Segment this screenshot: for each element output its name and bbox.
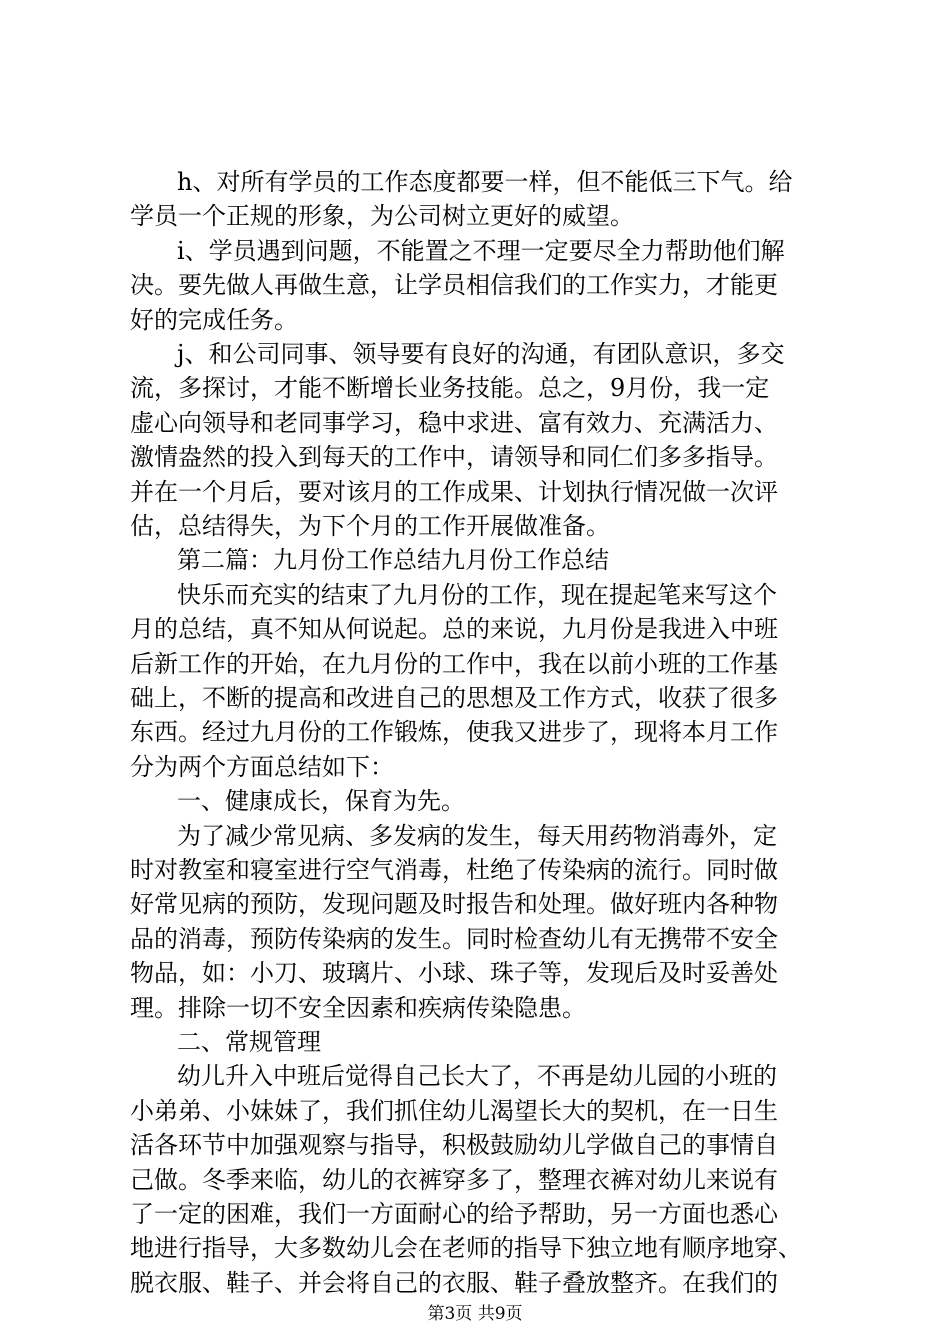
text-line: 了一定的困难，我们一方面耐心的给予帮助，另一方面也悉心 xyxy=(130,1200,778,1228)
text-line: 小弟弟、小妹妹了，我们抓住幼儿渴望长大的契机，在一日生 xyxy=(130,1096,778,1125)
subsection-heading: 一、健康成长，保育为先。 xyxy=(177,787,465,816)
text-line: 活各环节中加强观察与指导，积极鼓励幼儿学做自己的事情自 xyxy=(130,1131,778,1160)
text-line: 决。要先做人再做生意，让学员相信我们的工作实力，才能更 xyxy=(130,271,778,300)
text-line: 时对教室和寝室进行空气消毒，杜绝了传染病的流行。同时做 xyxy=(130,856,778,884)
text-line: 估，总结得失，为下个月的工作开展做准备。 xyxy=(130,512,610,540)
page-number: 第3页 共9页 xyxy=(427,1304,523,1324)
text-line: i、学员遇到问题，不能置之不理一定要尽全力帮助他们解 xyxy=(177,236,785,265)
text-line: 东西。经过九月份的工作锻炼，使我又进步了，现将本月工作 xyxy=(130,718,778,747)
text-line: 虚心向领导和老同事学习，稳中求进、富有效力、充满活力、 xyxy=(130,408,778,437)
text-line: 好常见病的预防，发现问题及时报告和处理。做好班内各种物 xyxy=(130,890,778,919)
text-line: 后新工作的开始，在九月份的工作中，我在以前小班的工作基 xyxy=(130,649,778,678)
text-line: 激情盎然的投入到每天的工作中，请领导和同仁们多多指导。 xyxy=(130,443,778,472)
text-line: 分为两个方面总结如下： xyxy=(130,752,394,781)
text-line: 学员一个正规的形象，为公司树立更好的威望。 xyxy=(130,202,634,231)
text-line: 地进行指导，大多数幼儿会在老师的指导下独立地有顺序地穿、 xyxy=(130,1234,802,1263)
text-line: 月的总结，真不知从何说起。总的来说，九月份是我进入中班 xyxy=(130,615,778,644)
text-line: j、和公司同事、领导要有良好的沟通，有团队意识，多交 xyxy=(177,340,785,368)
subsection-heading: 二、常规管理 xyxy=(177,1028,321,1056)
text-line: 幼儿升入中班后觉得自己长大了，不再是幼儿园的小班的 xyxy=(177,1062,777,1091)
text-line: 并在一个月后，要对该月的工作成果、计划执行情况做一次评 xyxy=(130,477,778,506)
text-line: 快乐而充实的结束了九月份的工作，现在提起笔来写这个 xyxy=(177,580,777,609)
text-line: 为了减少常见病、多发病的发生，每天用药物消毒外，定 xyxy=(177,821,777,850)
text-line: 己做。冬季来临，幼儿的衣裤穿多了，整理衣裤对幼儿来说有 xyxy=(130,1165,778,1194)
text-line: 物品，如：小刀、玻璃片、小球、珠子等，发现后及时妥善处 xyxy=(130,959,778,988)
text-line: 脱衣服、鞋子、并会将自己的衣服、鞋子叠放整齐。在我们的 xyxy=(130,1268,778,1297)
text-line: 品的消毒，预防传染病的发生。同时检查幼儿有无携带不安全 xyxy=(130,924,778,953)
text-line: 好的完成任务。 xyxy=(130,305,298,334)
text-line: 础上，不断的提高和改进自己的思想及工作方式，收获了很多 xyxy=(130,684,778,712)
text-line: h、对所有学员的工作态度都要一样，但不能低三下气。给 xyxy=(177,168,793,196)
text-line: 理。排除一切不安全因素和疾病传染隐患。 xyxy=(130,993,586,1022)
text-line: 流，多探讨，才能不断增长业务技能。总之，9月份，我一定 xyxy=(130,374,770,403)
section-heading: 第二篇：九月份工作总结九月份工作总结 xyxy=(177,546,609,575)
